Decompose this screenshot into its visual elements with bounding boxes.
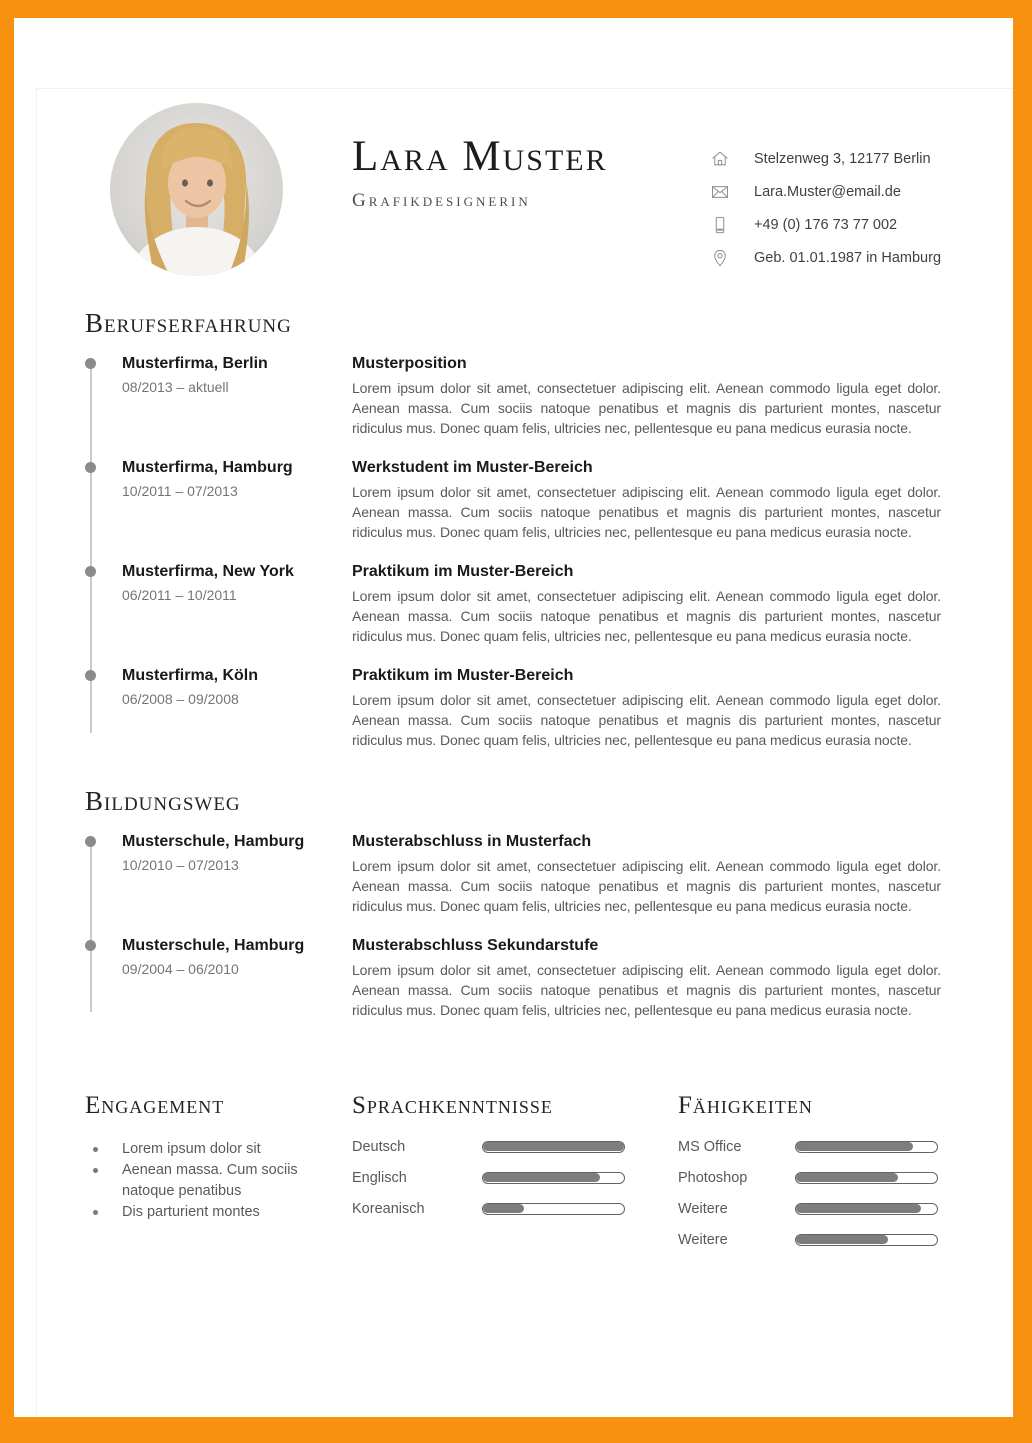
experience-entries	[85, 353, 941, 750]
entry-description: Lorem ipsum dolor sit amet, consectetuer adipiscing elit. Aenean commodo ligula eget dolor. Aenean massa. Cum sociis natoque penatibus et magnis dis parturient montes, nascetur ridiculus mus. Donec quam felis, ultricies nec, pellentesque eu pana medicus eurasia nocte.	[352, 588, 941, 644]
engagement-item	[85, 1139, 340, 1160]
home-icon	[710, 149, 732, 169]
engagement-list	[85, 1139, 340, 1223]
mail-icon	[710, 182, 732, 202]
languages-heading: Sprachkenntnisse	[352, 1092, 553, 1119]
entry-position: Praktikum im Muster-Bereich	[352, 563, 574, 580]
bullet-icon	[93, 1168, 98, 1173]
skill-bars	[678, 1131, 946, 1255]
section-education	[85, 784, 941, 1039]
entry-dates: 06/2011 – 10/2011	[122, 587, 237, 603]
entry-description: Lorem ipsum dolor sit amet, consectetuer adipiscing elit. Aenean commodo ligula eget dolor. Aenean massa. Cum sociis natoque penatibus et magnis dis parturient montes, nascetur ridiculus mus. Donec quam felis, ultricies nec, pellentesque eu pana medicus eurasia nocte.	[352, 380, 941, 436]
entry-company: Musterfirma, Hamburg	[122, 459, 293, 476]
contact-birth-text: Geb. 01.01.1987 in Hamburg	[754, 250, 942, 266]
language-row	[352, 1162, 647, 1193]
experience-entry	[85, 665, 941, 750]
skill-row	[678, 1193, 946, 1224]
education-entries	[85, 831, 941, 1020]
person-name: Lara Muster	[352, 133, 608, 180]
timeline-dot-icon	[85, 836, 96, 847]
entry-company: Musterfirma, Köln	[122, 667, 259, 684]
skill-label: Weitere	[678, 1200, 728, 1217]
entry-dates: 09/2004 – 06/2010	[122, 961, 239, 977]
skill-level-bar	[795, 1234, 938, 1246]
skill-level-fill	[796, 1235, 888, 1244]
bullet-icon	[93, 1210, 98, 1215]
language-label: Koreanisch	[352, 1200, 425, 1217]
contact-phone	[710, 214, 941, 236]
education-entry	[85, 935, 941, 1020]
entry-school: Musterschule, Hamburg	[122, 937, 305, 954]
contact-address-text: Stelzenweg 3, 12177 Berlin	[754, 151, 931, 167]
language-level-fill	[483, 1173, 600, 1182]
skill-level-fill	[796, 1142, 913, 1151]
language-bars	[352, 1131, 647, 1224]
skill-row	[678, 1131, 946, 1162]
engagement-item-text: Dis parturient montes	[122, 1204, 260, 1220]
skill-label: Photoshop	[678, 1169, 748, 1186]
contact-info	[710, 148, 941, 269]
entry-degree: Musterabschluss Sekundarstufe	[352, 937, 599, 954]
experience-entry	[85, 561, 941, 646]
timeline-dot-icon	[85, 358, 96, 369]
experience-entry	[85, 457, 941, 542]
skill-level-bar	[795, 1172, 938, 1184]
page-border-right	[1013, 0, 1032, 1443]
entry-position: Werkstudent im Muster-Bereich	[352, 459, 593, 476]
contact-email	[710, 181, 941, 203]
skill-level-bar	[795, 1141, 938, 1153]
header-name-block	[352, 128, 697, 212]
engagement-item	[85, 1160, 340, 1202]
section-engagement	[85, 1090, 340, 1223]
skills-heading: Fähigkeiten	[678, 1092, 813, 1119]
entry-description: Lorem ipsum dolor sit amet, consectetuer adipiscing elit. Aenean commodo ligula eget dolor. Aenean massa. Cum sociis natoque penatibus et magnis dis parturient montes, nascetur ridiculus mus. Donec quam felis, ultricies nec, pellentesque eu pana medicus eurasia nocte.	[352, 962, 941, 1018]
page-border-left	[0, 0, 14, 1443]
engagement-item-text: Lorem ipsum dolor sit	[122, 1141, 261, 1157]
entry-dates: 10/2011 – 07/2013	[122, 483, 238, 499]
language-row	[352, 1193, 647, 1224]
language-level-fill	[483, 1204, 524, 1213]
engagement-heading: Engagement	[85, 1092, 225, 1119]
location-icon	[710, 248, 732, 268]
page-border-bottom	[0, 1417, 1032, 1443]
entry-company: Musterfirma, Berlin	[122, 355, 268, 372]
entry-dates: 08/2013 – aktuell	[122, 379, 229, 395]
section-languages	[352, 1090, 647, 1224]
contact-address	[710, 148, 941, 170]
language-level-bar	[482, 1172, 625, 1184]
bullet-icon	[93, 1147, 98, 1152]
profile-photo	[110, 103, 283, 276]
skill-row	[678, 1224, 946, 1255]
language-row	[352, 1131, 647, 1162]
entry-description: Lorem ipsum dolor sit amet, consectetuer adipiscing elit. Aenean commodo ligula eget dolor. Aenean massa. Cum sociis natoque penatibus et magnis dis parturient montes, nascetur ridiculus mus. Donec quam felis, ultricies nec, pellentesque eu pana medicus eurasia nocte.	[352, 692, 941, 748]
skill-label: Weitere	[678, 1231, 728, 1248]
timeline-dot-icon	[85, 566, 96, 577]
timeline-line	[90, 841, 92, 1012]
timeline-dot-icon	[85, 670, 96, 681]
entry-company: Musterfirma, New York	[122, 563, 294, 580]
skill-label: MS Office	[678, 1138, 742, 1155]
phone-icon	[710, 215, 732, 235]
skill-level-bar	[795, 1203, 938, 1215]
timeline-dot-icon	[85, 940, 96, 951]
entry-description: Lorem ipsum dolor sit amet, consectetuer adipiscing elit. Aenean commodo ligula eget dolor. Aenean massa. Cum sociis natoque penatibus et magnis dis parturient montes, nascetur ridiculus mus. Donec quam felis, ultricies nec, pellentesque eu pana medicus eurasia nocte.	[352, 484, 941, 540]
education-entry	[85, 831, 941, 916]
entry-dates: 10/2010 – 07/2013	[122, 857, 239, 873]
language-label: Deutsch	[352, 1138, 406, 1155]
contact-email-text: Lara.Muster@email.de	[754, 184, 901, 200]
skill-level-fill	[796, 1173, 898, 1182]
entry-position: Musterposition	[352, 355, 467, 372]
language-level-bar	[482, 1203, 625, 1215]
engagement-item-text: Aenean massa. Cum sociis natoque penatibus	[122, 1162, 298, 1199]
skill-row	[678, 1162, 946, 1193]
language-level-bar	[482, 1141, 625, 1153]
section-experience	[85, 306, 941, 769]
experience-entry	[85, 353, 941, 438]
person-job-title: Grafikdesignerin	[352, 190, 531, 211]
entry-school: Musterschule, Hamburg	[122, 833, 305, 850]
profile-photo-illustration	[110, 103, 283, 276]
language-label: Englisch	[352, 1169, 407, 1186]
education-heading: Bildungsweg	[85, 786, 241, 816]
entry-degree: Musterabschluss in Musterfach	[352, 833, 592, 850]
section-skills	[678, 1090, 946, 1255]
page-border-top	[0, 0, 1032, 18]
entry-description: Lorem ipsum dolor sit amet, consectetuer adipiscing elit. Aenean commodo ligula eget dolor. Aenean massa. Cum sociis natoque penatibus et magnis dis parturient montes, nascetur ridiculus mus. Donec quam felis, ultricies nec, pellentesque eu pana medicus eurasia nocte.	[352, 858, 941, 914]
timeline-dot-icon	[85, 462, 96, 473]
contact-birth	[710, 247, 941, 269]
contact-phone-text: +49 (0) 176 73 77 002	[754, 217, 898, 233]
language-level-fill	[483, 1142, 624, 1151]
engagement-item	[85, 1202, 340, 1223]
experience-heading: Berufserfahrung	[85, 308, 292, 338]
entry-position: Praktikum im Muster-Bereich	[352, 667, 574, 684]
skill-level-fill	[796, 1204, 921, 1213]
entry-dates: 06/2008 – 09/2008	[122, 691, 239, 707]
